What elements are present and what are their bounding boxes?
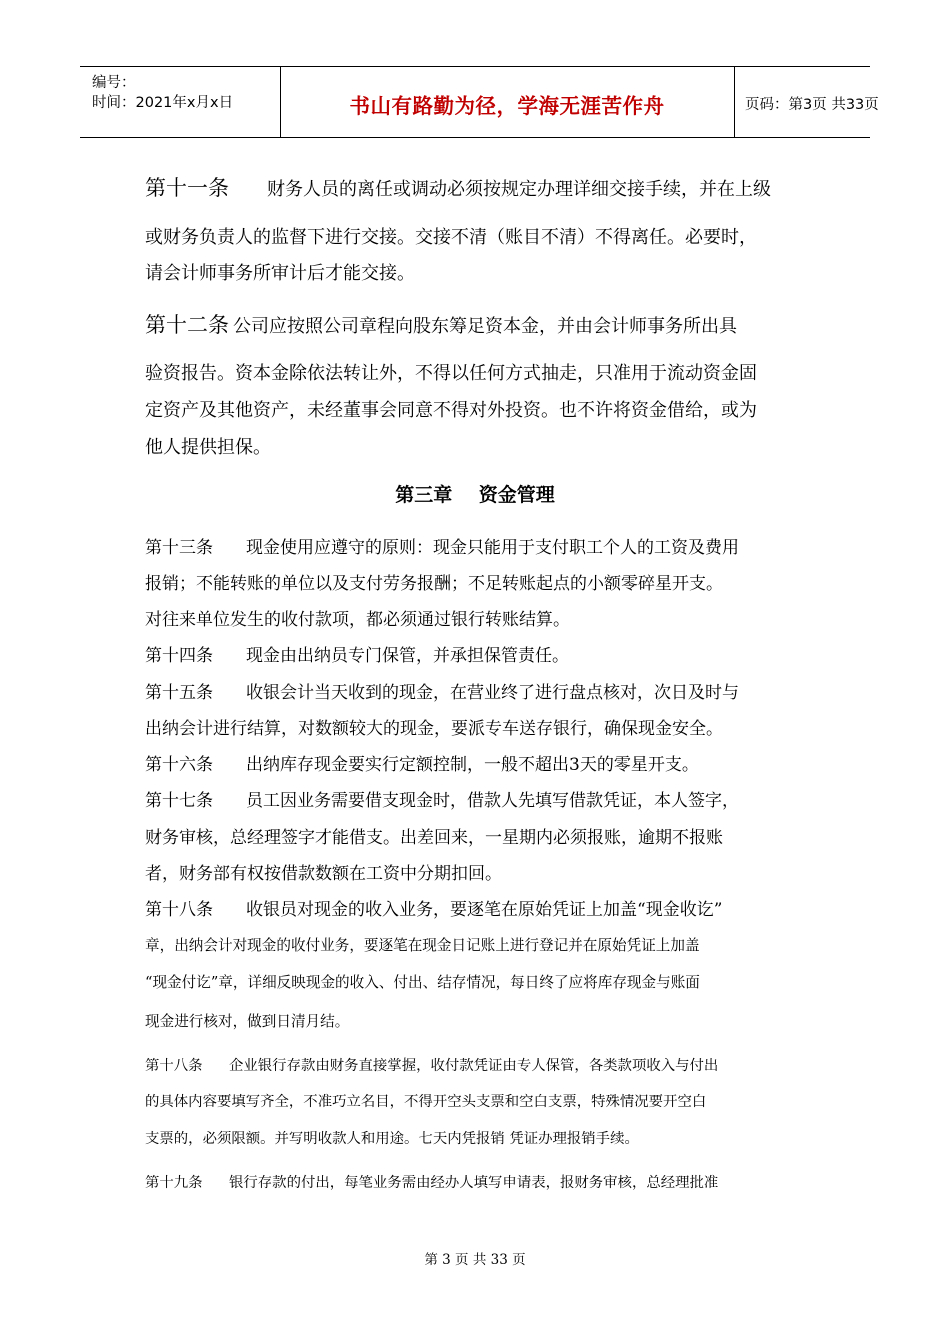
- article-text: 财务人员的离任或调动必须按规定办理详细交接手续，并在上级: [267, 179, 771, 200]
- code-label: 编号：: [92, 75, 136, 91]
- article-label: 第十一条: [145, 176, 229, 200]
- article-text: 支票的，必须限额。并写明收款人和用途。七天内凭报销 凭证办理报销手续。: [145, 1131, 639, 1147]
- article-text: 企业银行存款由财务直接掌握，收付款凭证由专人保管，各类款项收入与付出: [229, 1058, 719, 1074]
- article-text: 对往来单位发生的收付款项，都必须通过银行转账结算。: [145, 610, 570, 630]
- header-page-cell: [735, 67, 879, 137]
- article-label: 第十八条: [145, 900, 213, 920]
- page-info: 页码：第3页 共33页: [745, 97, 879, 113]
- article-text: 定资产及其他资产，未经董事会同意不得对外投资。也不许将资金借给，或为: [145, 400, 757, 421]
- page-header: [80, 66, 879, 138]
- article-text: 银行存款的付出，每笔业务需由经办人填写申请表，报财务审核，总经理批准: [229, 1175, 719, 1191]
- article-text: 章，出纳会计对现金的收付业务，要逐笔在现金日记账上进行登记并在原始凭证上加盖: [145, 937, 700, 954]
- page-footer: 第 3 页 共 33 页: [424, 1252, 526, 1268]
- article-label: 第十六条: [145, 755, 213, 775]
- header-meta-cell: [80, 67, 281, 137]
- article-text: “现金付讫”章，详细反映现金的收入、付出、结存情况，每日终了应将库存现金与账面: [145, 974, 700, 991]
- article-text: 或财务负责人的监督下进行交接。交接不清（账目不清）不得离任。必要时，: [145, 227, 757, 248]
- article-text: 收银会计当天收到的现金，在营业终了进行盘点核对，次日及时与: [246, 683, 739, 703]
- article-text: 收银员对现金的收入业务，要逐笔在原始凭证上加盖“现金收讫”: [246, 900, 723, 920]
- article-label: 第十八条: [145, 1058, 203, 1074]
- article-text: 现金由出纳员专门保管，并承担保管责任。: [246, 646, 569, 666]
- header-motto-cell: [280, 67, 735, 137]
- article-text: 现金进行核对，做到日清月结。: [145, 1013, 350, 1030]
- article-text: 他人提供担保。: [145, 437, 271, 458]
- article-text: 出纳会计进行结算，对数额较大的现金，要派专车送存银行，确保现金安全。: [145, 719, 723, 739]
- article-text: 公司应按照公司章程向股东筹足资本金，并由会计师事务所出具: [233, 316, 737, 337]
- article-text: 员工因业务需要借支现金时，借款人先填写借款凭证，本人签字，: [246, 791, 739, 811]
- motto: 书山有路勤为径，学海无涯苦作舟: [349, 94, 665, 118]
- article-text: 报销；不能转账的单位以及支付劳务报酬；不足转账起点的小额零碎星开支。: [145, 574, 723, 594]
- article-label: 第十七条: [145, 791, 213, 811]
- article-text: 请会计师事务所审计后才能交接。: [145, 263, 415, 284]
- article-label: 第十三条: [145, 538, 213, 558]
- article-text: 者，财务部有权按借款数额在工资中分期扣回。: [145, 864, 502, 884]
- article-text: 财务审核，总经理签字才能借支。出差回来，一星期内必须报账，逾期不报账: [145, 828, 723, 848]
- article-label: 第十二条: [145, 313, 229, 337]
- article-text: 的具体内容要填写齐全，不准巧立名目，不得开空头支票和空白支票，特殊情况要开空白: [145, 1094, 707, 1110]
- article-label: 第十四条: [145, 646, 213, 666]
- chapter-title: 第三章 资金管理: [395, 484, 555, 506]
- article-text: 现金使用应遵守的原则：现金只能用于支付职工个人的工资及费用: [246, 538, 739, 558]
- article-text: 验资报告。资本金除依法转让外，不得以任何方式抽走，只准用于流动资金固: [145, 363, 757, 384]
- time-label: 时间：2021年x月x日: [92, 95, 234, 111]
- article-label: 第十九条: [145, 1175, 203, 1191]
- article-text: 出纳库存现金要实行定额控制，一般不超出3天的零星开支。: [246, 755, 699, 775]
- article-label: 第十五条: [145, 683, 213, 703]
